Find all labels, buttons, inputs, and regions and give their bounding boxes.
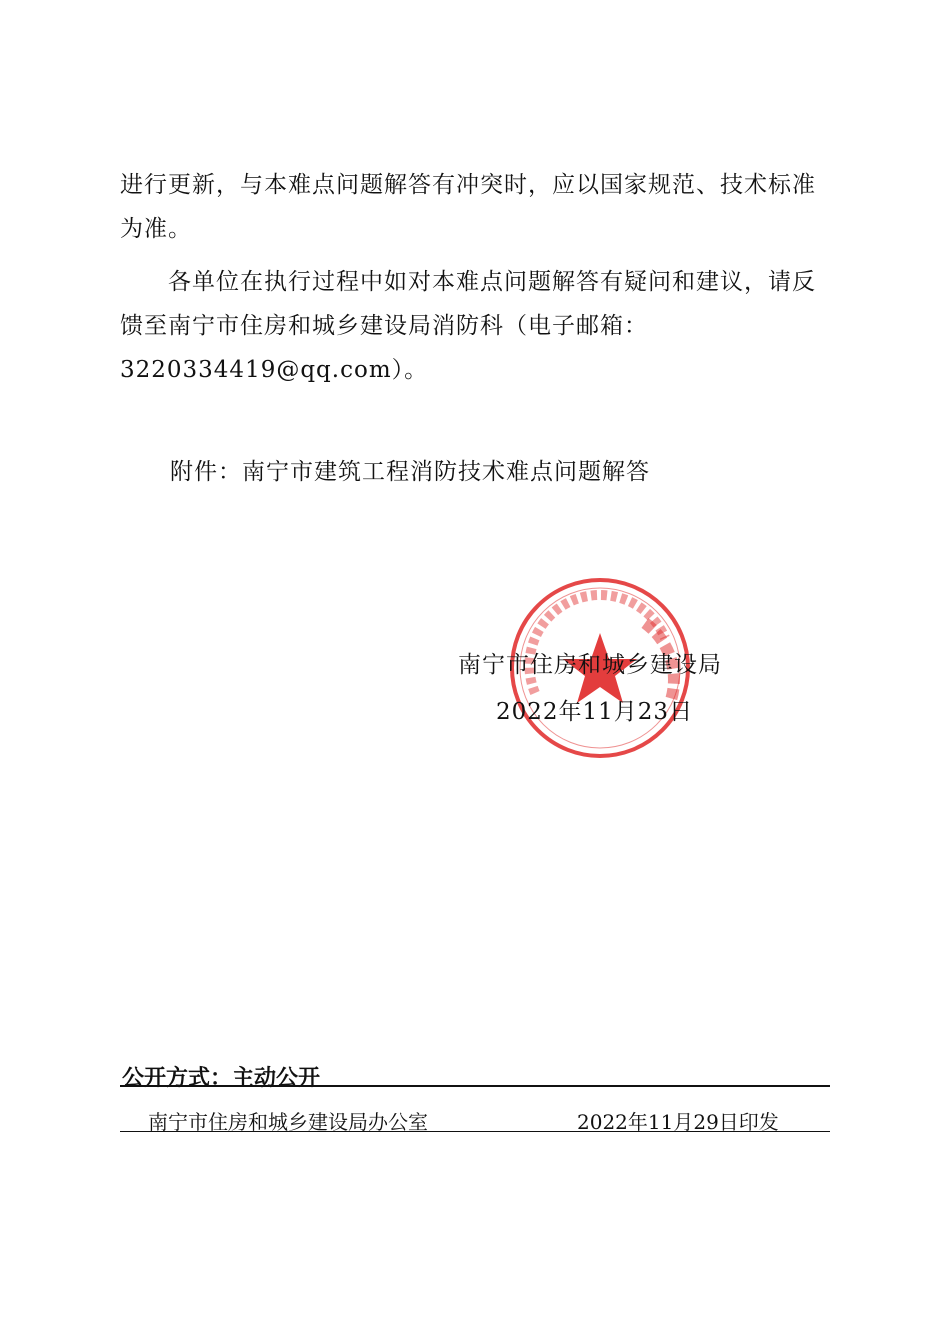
- issuing-office: 南宁市住房和城乡建设局办公室: [148, 1110, 428, 1134]
- publication-mode: 公开方式：主动公开: [122, 1066, 321, 1091]
- signing-date: 2022年11月23日: [496, 699, 694, 725]
- footer-divider-bottom: [120, 1131, 830, 1132]
- body-paragraph-2: 各单位在执行过程中如对本难点问题解答有疑问和建议，请反馈至南宁市住房和城乡建设局消防科（电子邮箱：3220334419@qq.com）。: [120, 269, 816, 383]
- issue-date: 2022年11月29日印发: [577, 1110, 779, 1134]
- footer-divider-top: [120, 1085, 830, 1087]
- body-paragraph-1: 进行更新，与本难点问题解答有冲突时，应以国家规范、技术标准为准。: [120, 172, 816, 242]
- attachment-line: 附件：南宁市建筑工程消防技术难点问题解答: [170, 459, 650, 485]
- signing-organization: 南宁市住房和城乡建设局: [458, 652, 722, 678]
